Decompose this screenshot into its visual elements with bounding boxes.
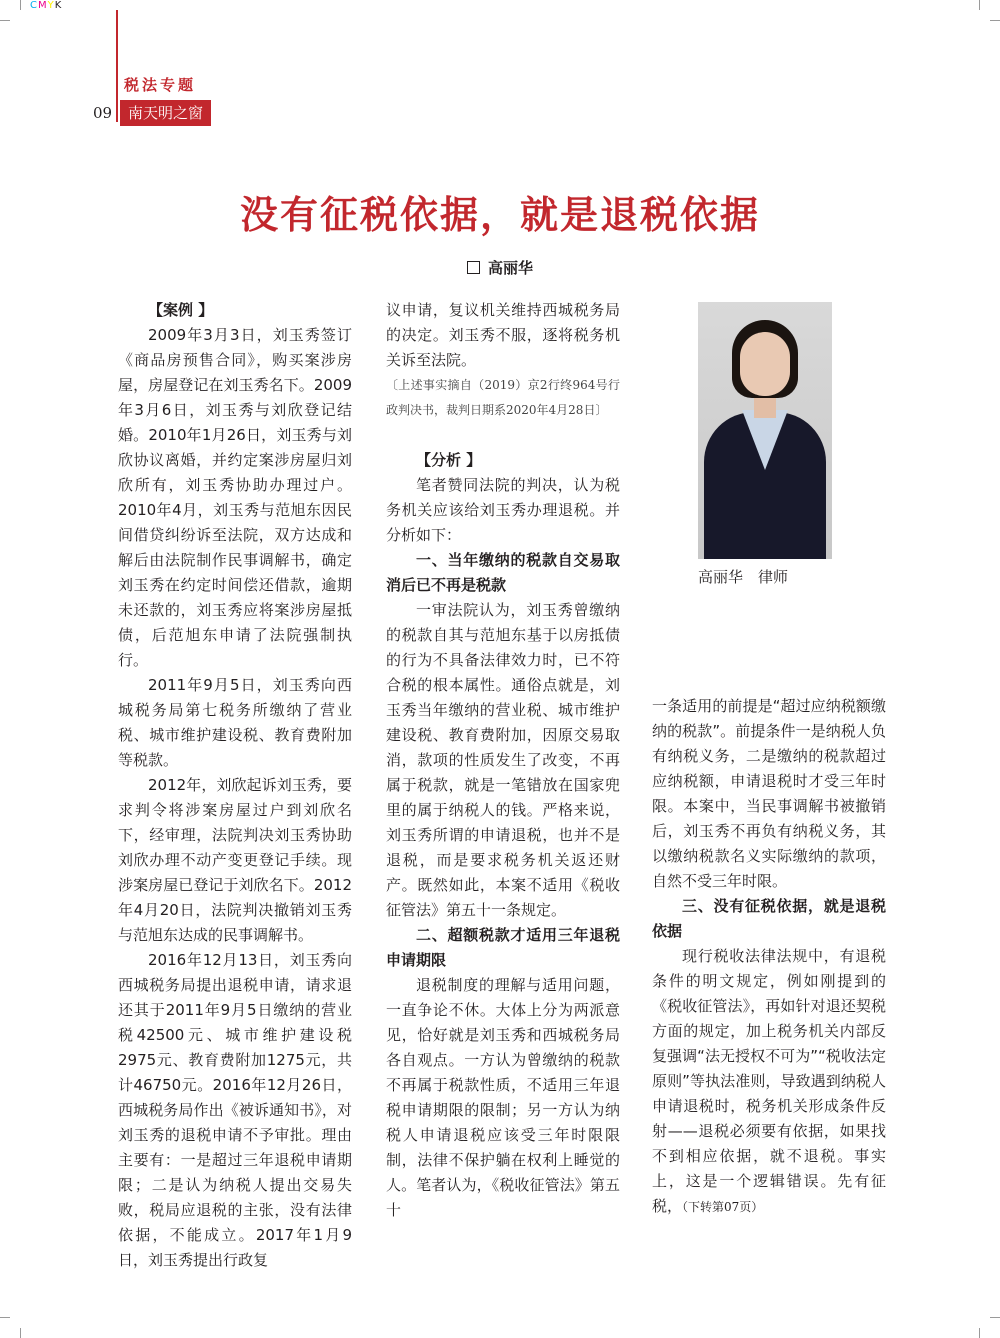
byline-box-icon — [467, 261, 480, 274]
paragraph — [652, 944, 886, 1220]
column-3 — [652, 694, 886, 1220]
crop-mark — [0, 20, 10, 21]
print-mark-k: K — [54, 0, 63, 11]
paragraph: 2016年12月13日，刘玉秀向西城税务局提出退税申请，请求退还其于2011年9月5日缴纳的营业税42500元、城市维护建设税2975元、教育费附加1275元，共计46750元。2016年12月26日，西城税务局作出《被诉通知书》，对刘玉秀的退税申请不予审批。理由主要有：一是超过三年退税申请期限；二是认为纳税人提出交易失败，税局应退税的主张，没有法律依据，不能成立。2017年1月9日，刘玉秀提出行政复 — [118, 951, 352, 1269]
paragraph: 议申请，复议机关维持西城税务局的决定。刘玉秀不服，逐将税务机关诉至法院。 — [386, 301, 620, 369]
crop-mark — [990, 20, 1000, 21]
column-1 — [118, 298, 352, 1273]
author-photo — [698, 302, 832, 559]
header-rule — [116, 10, 118, 122]
continued-note: （下转第07页） — [682, 1200, 764, 1214]
paragraph: 2009年3月3日，刘玉秀签订《商品房预售合同》，购买案涉房屋，房屋登记在刘玉秀名下。2009年3月6日，刘玉秀与刘欣登记结婚。2010年1月26日，刘玉秀与刘欣协议离婚，并约定案涉房屋归刘欣所有，刘玉秀协助办理过户。2010年4月，刘玉秀与范旭东因民间借贷纠纷诉至法院，双方达成和解后由法院制作民事调解书，确定刘玉秀在约定时间偿还借款，逾期未还款的，刘玉秀应将案涉房屋抵债，后范旭东申请了法院强制执行。 — [118, 326, 352, 669]
paragraph: 退税制度的理解与适用问题，一直争论不休。大体上分为两派意见，恰好就是刘玉秀和西城税务局各自观点。一方认为曾缴纳的税款不再属于税款性质，不适用三年退税申请期限的限制；另一方认为纳税人申请退税应该受三年时限限制，法律不保护躺在权利上睡觉的人。笔者认为，《税收征管法》第五十 — [386, 976, 620, 1219]
paragraph: 笔者赞同法院的判决，认为税务机关应该给刘玉秀办理退税。并分析如下： — [386, 476, 620, 544]
crop-mark — [979, 0, 980, 10]
crop-mark — [20, 0, 21, 10]
article-title: 没有征税依据，就是退税依据 — [239, 193, 760, 237]
crop-mark — [979, 1328, 980, 1338]
subheading-1: 一、当年缴纳的税款自交易取消后已不再是税款 — [386, 551, 620, 594]
print-mark-c: C — [30, 0, 38, 11]
paragraph: 一条适用的前提是“超过应纳税额缴纳的税款”。前提条件一是纳税人负有纳税义务，二是缴纳的税款超过应纳税额，申请退税时才受三年时限。本案中，当民事调解书被撤销后，刘玉秀不再负有纳税义务，其以缴纳税款名义实际缴纳的款项，自然不受三年时限。 — [652, 697, 886, 890]
print-mark-m: M — [37, 0, 48, 11]
analysis-heading: 【分析 】 — [416, 451, 482, 469]
source-note: 〔上述事实摘自（2019）京2行终964号行政判决书，裁判日期系2020年4月28日〕 — [386, 378, 620, 417]
paragraph-text: 现行税收法律法规中，有退税条件的明文规定，例如刚提到的《税收征管法》，再如针对退还契税方面的规定，加上税务机关内部反复强调“法无授权不可为”“税收法定原则”等执法准则，导致遇到纳税人申请退税时，税务机关形成条件反射——退税必须要有依据，如果找不到相应依据，就不退税。事实上，这是一个逻辑错误。先有征税， — [652, 947, 886, 1215]
print-mark-y: Y — [47, 0, 55, 11]
subheading-2: 二、超额税款才适用三年退税申请期限 — [386, 926, 620, 969]
crop-mark — [0, 1317, 10, 1318]
subheading-3: 三、没有征税依据，就是退税依据 — [652, 897, 886, 940]
author-name: 高丽华 — [487, 259, 533, 277]
print-color-marks — [30, 0, 62, 11]
crop-mark — [990, 1317, 1000, 1318]
page-number: 09 — [93, 104, 113, 122]
paragraph: 一审法院认为，刘玉秀曾缴纳的税款自其与范旭东基于以房抵债的行为不具备法律效力时，已不符合税的根本属性。通俗点就是，刘玉秀当年缴纳的营业税、城市维护建设税、教育费附加，因原交易取消，款项的性质发生了改变，不再属于税款，就是一笔错放在国家兜里的属于纳税人的钱。严格来说，刘玉秀所谓的申请退税，也并不是退税，而是要求税务机关返还财产。既然如此，本案不适用《税收征管法》第五十一条规定。 — [386, 601, 620, 919]
byline — [0, 257, 1000, 278]
case-heading: 【案例 】 — [148, 301, 214, 319]
column-tag: 南天明之窗 — [120, 100, 211, 126]
crop-mark — [20, 1328, 21, 1338]
photo-caption: 高丽华 律师 — [698, 568, 789, 586]
paragraph: 2011年9月5日，刘玉秀向西城税务局第七税务所缴纳了营业税、城市维护建设税、教育费附加等税款。 — [118, 676, 352, 769]
section-title: 税法专题 — [124, 76, 197, 94]
column-2 — [386, 298, 620, 1223]
paragraph: 2012年，刘欣起诉刘玉秀，要求判令将涉案房屋过户到刘欣名下，经审理，法院判决刘玉秀协助刘欣办理不动产变更登记手续。现涉案房屋已登记于刘欣名下。2012年4月20日，法院判决撤销刘玉秀与范旭东达成的民事调解书。 — [118, 776, 352, 944]
